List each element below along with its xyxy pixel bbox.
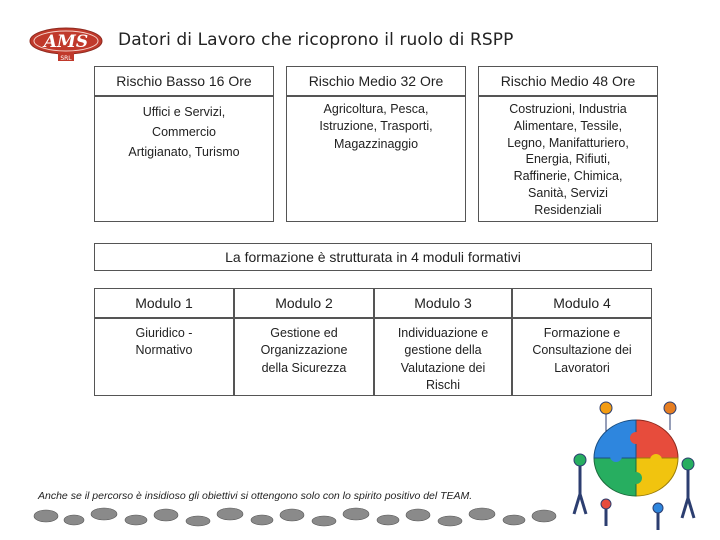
team-puzzle-illustration — [566, 398, 706, 536]
module-line: Formazione e — [543, 326, 621, 340]
risk-header-medium-48: Rischio Medio 48 Ore — [478, 66, 658, 96]
module-line: Lavoratori — [554, 360, 610, 375]
svg-text:SRL: SRL — [60, 55, 72, 62]
risk-line: Sanità, Servizi — [528, 185, 608, 200]
risk-header-medium-32: Rischio Medio 32 Ore — [286, 66, 466, 96]
risk-sectors-medium-32 — [286, 96, 466, 222]
module-3-header: Modulo 3 — [374, 288, 512, 318]
risk-line: Uffici e Servizi, — [142, 105, 226, 119]
puzzle-disk-icon — [594, 420, 678, 496]
module-3-description — [374, 318, 512, 396]
risk-line: Magazzinaggio — [333, 136, 419, 151]
module-line: Individuazione e — [397, 326, 489, 340]
risk-line: Legno, Manifatturiero, — [507, 135, 629, 150]
module-line: Consultazione dei — [532, 343, 632, 358]
risk-line: Raffinerie, Chimica, — [513, 169, 623, 183]
module-line: Organizzazione — [260, 343, 348, 358]
risk-line: Costruzioni, Industria — [509, 102, 627, 116]
modules-banner: La formazione è strutturata in 4 moduli formativi — [94, 243, 652, 271]
risk-line: Energia, Rifiuti, — [525, 152, 611, 167]
module-1-description — [94, 318, 234, 396]
team-motto: Anche se il percorso è insidioso gli obiettivi si ottengono solo con lo spirito positivo del TEAM. — [38, 490, 473, 502]
risk-sectors-medium-48 — [478, 96, 658, 222]
risk-line: Agricoltura, Pesca, — [323, 102, 429, 116]
module-line: Giuridico - — [135, 326, 193, 340]
module-line: Valutazione dei — [400, 360, 486, 375]
module-1-header: Modulo 1 — [94, 288, 234, 318]
stones-path-illustration — [30, 500, 570, 534]
module-2-description — [234, 318, 374, 396]
risk-line: Artigianato, Turismo — [128, 145, 240, 159]
module-2-header: Modulo 2 — [234, 288, 374, 318]
module-line: Rischi — [425, 377, 461, 392]
module-4-header: Modulo 4 — [512, 288, 652, 318]
module-line: Normativo — [135, 343, 193, 358]
risk-sectors-low — [94, 96, 274, 222]
svg-text:AMS: AMS — [43, 32, 89, 52]
risk-line: Istruzione, Trasporti, — [319, 119, 433, 134]
module-4-description — [512, 318, 652, 396]
ams-logo — [28, 22, 104, 62]
module-line: gestione della — [404, 343, 482, 358]
risk-line: Commercio — [152, 125, 216, 139]
risk-header-low: Rischio Basso 16 Ore — [94, 66, 274, 96]
module-line: Gestione ed — [270, 326, 338, 340]
risk-line: Residenziali — [534, 202, 602, 217]
risk-line: Alimentare, Tessile, — [513, 118, 623, 133]
module-line: della Sicurezza — [261, 360, 347, 375]
page-title: Datori di Lavoro che ricoprono il ruolo di RSPP — [118, 30, 514, 50]
